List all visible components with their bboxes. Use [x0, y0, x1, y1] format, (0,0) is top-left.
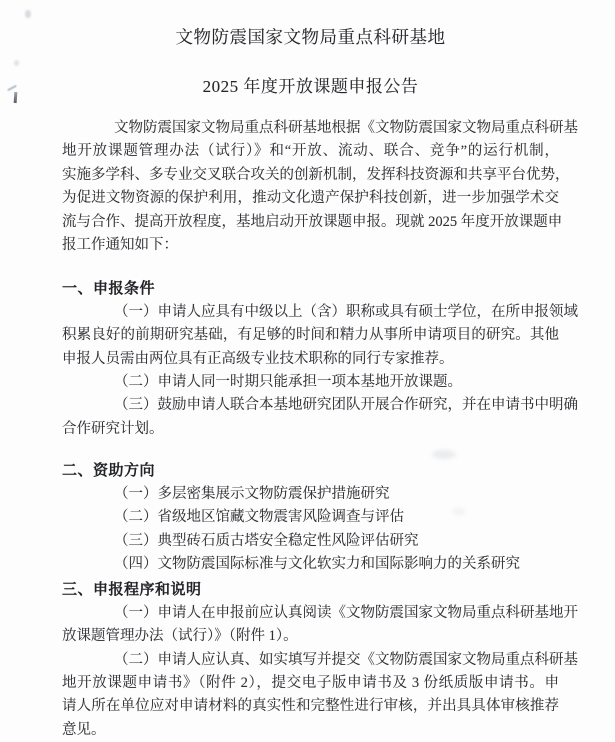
paragraph-line: 申报人员需由两位具有正高级专业技术职称的同行专家推荐。 [62, 350, 454, 367]
scan-speck [25, 10, 31, 18]
section-3-paragraph [62, 602, 578, 649]
scan-mark [7, 85, 17, 91]
list-item: （二）省级地区馆藏文物震害风险调查与评估 [114, 509, 404, 526]
list-item: （一）多层密集展示文物防震保护措施研究 [114, 485, 390, 502]
document-subtitle: 2025 年度开放课题申报公告 [202, 77, 419, 96]
section-heading-2: 二、资助方向 [62, 462, 156, 480]
section-heading-3: 三、申报程序和说明 [62, 581, 202, 599]
document-content [62, 0, 578, 742]
list-item: （四）文物防震国际标准与文化软实力和国际影响力的关系研究 [114, 555, 520, 572]
section-3-paragraph [62, 649, 578, 742]
paragraph-line: 意见。 [62, 721, 106, 738]
paragraph-line: （三）鼓励申请人联合本基地研究团队开展合作研究，并在申请书中明确 [114, 397, 578, 414]
paragraph-line: 地开放课题申请书》（附件 2），提交电子版申请书及 3 份纸质版申请书。申 [62, 674, 559, 691]
document-body [62, 117, 578, 742]
section-heading-1: 一、申报条件 [62, 280, 156, 298]
document-title: 文物防震国家文物局重点科研基地 [175, 27, 446, 47]
paragraph-line: 地开放课题管理办法（试行）》和“开放、流动、联合、竞争”的运行机制， [62, 143, 559, 160]
paragraph-line: （一）申请人在申报前应认真阅读《文物防震国家文物局重点科研基地开 [114, 604, 578, 621]
paragraph-line: 文物防震国家文物局重点科研基地根据《文物防震国家文物局重点科研基 [114, 120, 578, 136]
paragraph-line: 实施多学科、多专业交叉联合攻关的创新机制，发挥科技资源和共享平台优势， [62, 166, 570, 183]
paragraph-line: （二）申请人同一时期只能承担一项本基地开放课题。 [114, 374, 462, 391]
paragraph-line: 流与合作、提高开放程度，基地启动开放课题申报。现就 2025 年度开放课题申 [62, 213, 563, 230]
intro-paragraph [62, 117, 578, 257]
section-1-paragraph [62, 371, 559, 394]
section-1-paragraph [62, 301, 578, 371]
section-2-list [62, 483, 559, 577]
paragraph-line: （二）申请人应认真、如实填写并提交《文物防震国家文物局重点科研基 [114, 651, 578, 668]
list-item: （三）典型砖石质古塔安全稳定性风险评估研究 [114, 532, 419, 549]
paragraph-line: 请人所在单位应对申请材料的真实性和完整性进行审核，并出具具体审核推荐 [62, 698, 559, 715]
paragraph-line: 放课题管理办法（试行）》（附件 1）。 [62, 628, 298, 645]
paragraph-line: 合作研究计划。 [62, 420, 164, 437]
paragraph-line: 积累良好的前期研究基础，有足够的时间和精力从事所申请项目的研究。其他 [62, 327, 559, 344]
paragraph-line: （一）申请人应具有中级以上（含）职称或具有硕士学位，在所申报领域 [114, 303, 578, 320]
paragraph-line: 为促进文物资源的保护利用，推动文化遗产保护科技创新，进一步加强学术交 [62, 190, 559, 207]
paragraph-line: 报工作通知如下： [62, 237, 178, 254]
scan-mark [14, 92, 18, 103]
scan-speck [14, 60, 19, 66]
section-1-paragraph [62, 394, 578, 441]
